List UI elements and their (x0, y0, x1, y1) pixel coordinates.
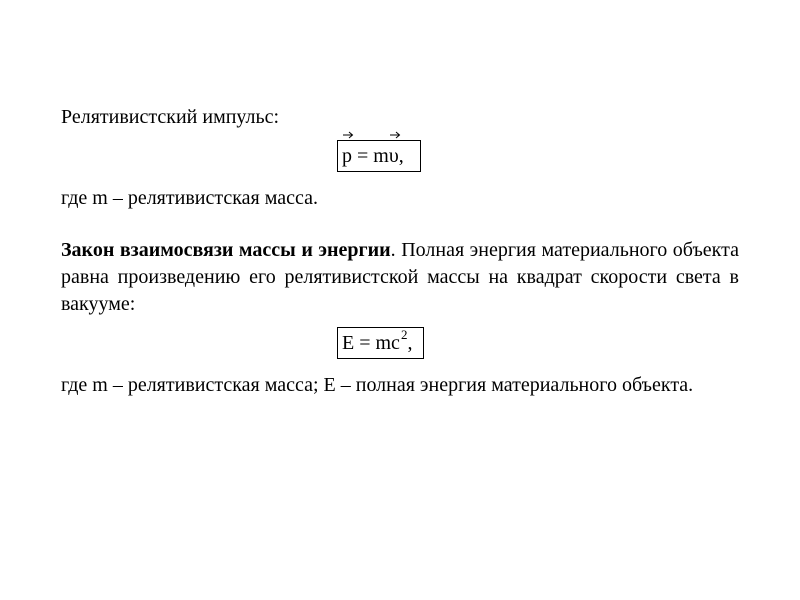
mass-energy-paragraph (61, 237, 739, 318)
energy-formula (342, 328, 412, 360)
momentum-formula-tail: , (398, 145, 404, 167)
energy-formula-exponent: 2 (400, 327, 408, 342)
law-title: Закон взаимосвязи массы и энергии (61, 239, 391, 261)
momentum-vector-p (342, 141, 352, 171)
momentum-formula (342, 141, 404, 171)
momentum-heading (61, 104, 739, 131)
energy-formula-lhs: E = mc (342, 332, 400, 354)
momentum-formula-box (337, 140, 421, 172)
velocity-vector (389, 141, 399, 171)
vector-arrow-icon (342, 130, 352, 140)
momentum-equals: = (352, 145, 374, 167)
energy-note-text: где m – релятивистская масса; E – полная энергия материального объекта. (61, 374, 694, 396)
energy-formula-box (337, 327, 424, 359)
energy-formula-tail: , (407, 332, 413, 354)
momentum-note-text: где m – релятивистская масса. (61, 187, 318, 209)
law-text: . Полная энергия материального объекта равна произведению его релятивистской массы на квадрат скорости света в вакууме: (61, 239, 739, 315)
vector-arrow-icon (389, 130, 399, 140)
momentum-note (61, 185, 739, 212)
momentum-heading-text: Релятивистский импульс: (61, 106, 280, 128)
momentum-symbol: p (342, 145, 352, 167)
energy-note (61, 372, 739, 399)
velocity-symbol: υ (388, 145, 399, 167)
mass-symbol: m (373, 145, 389, 167)
